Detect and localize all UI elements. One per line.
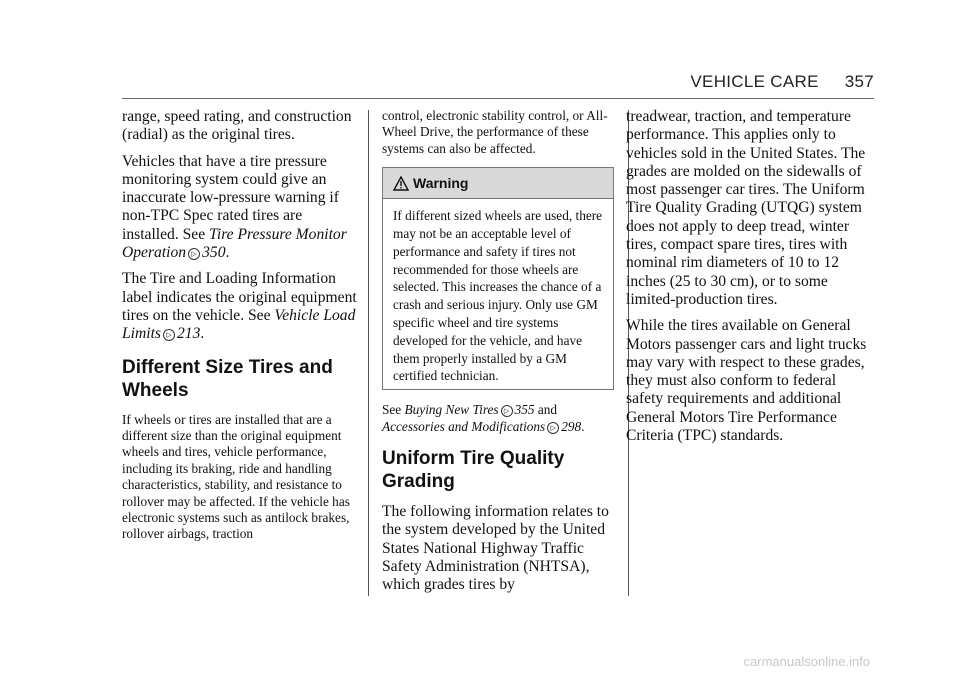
section-heading: Different Size Tires and Wheels [122,356,333,401]
paragraph-tpc: While the tires available on General Motors passenger cars and light trucks may vary with respect to these grades, they must also conform to federal safety requirements and additional General Motors Tire Performance Criteria (TPC) standards. [626,317,867,445]
warning-title: Warning [413,175,469,192]
watermark: carmanualsonline.info [743,654,870,669]
paragraph: control, electronic stability control, or All-Wheel Drive, the performance of these systems can also be affected. [382,108,608,156]
paragraph-tpms: Vehicles that have a tire pressure monitoring system could give an inaccurate low-pressure warning if non-TPC Spec rated tires are installed. See Tire Pressure Monitor Operation ▷ 350. [122,152,347,262]
paragraph: The following information relates to the system developed by the United States National Highway Traffic Safety Administration (NHTSA), which grades tires by [382,503,609,594]
warning-triangle-icon [393,176,409,191]
warning-body [383,199,613,389]
xref-vehicle-load-limits[interactable]: Vehicle Load Limits [122,306,356,343]
column-3 [626,108,876,453]
paragraph-loading-label: The Tire and Loading Information label indicates the original equipment tires on the vehicle. See Vehicle Load Limits ▷ 213. [122,270,357,343]
column-2 [382,108,614,602]
xref-page[interactable]: 350 [202,244,226,262]
column-1 [122,108,358,551]
page-number: 357 [844,72,874,91]
page-reference-arrow-icon: ▷ [188,248,200,260]
running-header [690,72,874,92]
paragraph: If wheels or tires are installed that are a different size than the original equipment wheels and tires, vehicle performance, including its braking, ride and handling characteristics, stability, and resistance to rollover may be affected. If the vehicle has electronic systems such as antilock brakes, rollover airbags, traction [122,411,350,542]
header-rule [122,98,874,99]
paragraph-utqg: treadwear, traction, and temperature performance. This applies only to vehicles sold in the United States. The grades are molded on the sidewalls of most passenger car tires. The Uniform Tire Quality Grading (UTQG) system does not apply to deep tread, winter tires, compact spare tires, tires with nominal rim diameters of 10 to 12 inches (25 to 30 cm), or to some limited-production tires. [626,108,866,308]
paragraph: range, speed rating, and construction (radial) as the original tires. [122,108,352,144]
warning-header [383,168,613,199]
warning-box [382,167,614,390]
section-title: VEHICLE CARE [690,72,819,91]
page-reference-arrow-icon: ▷ [547,422,559,434]
warning-text: If different sized wheels are used, there may not be an acceptable level of performance and safety if tires not recommended for those wheels are selected. This increases the chance of a crash and serious injury. Only use GM specific wheel and tire systems developed for the vehicle, and have them properly installed by a GM certified technician. [393,208,603,384]
page-reference-arrow-icon: ▷ [501,405,513,417]
xref-accessories-modifications[interactable]: Accessories and Modifications [382,418,546,434]
section-heading: Uniform Tire Quality Grading [382,448,565,492]
paragraph-see-also: See Buying New Tires ▷ 355 and Accessories and Modifications ▷ 298. [382,402,585,434]
xref-buying-new-tires[interactable]: Buying New Tires [404,402,499,418]
xref-page[interactable]: 355 [514,402,535,418]
xref-page[interactable]: 213 [177,325,201,343]
page-reference-arrow-icon: ▷ [163,329,175,341]
xref-page[interactable]: 298 [561,418,582,434]
xref-tire-pressure-monitor[interactable]: Tire Pressure Monitor Operation [122,225,347,262]
column-divider-1 [368,110,369,596]
